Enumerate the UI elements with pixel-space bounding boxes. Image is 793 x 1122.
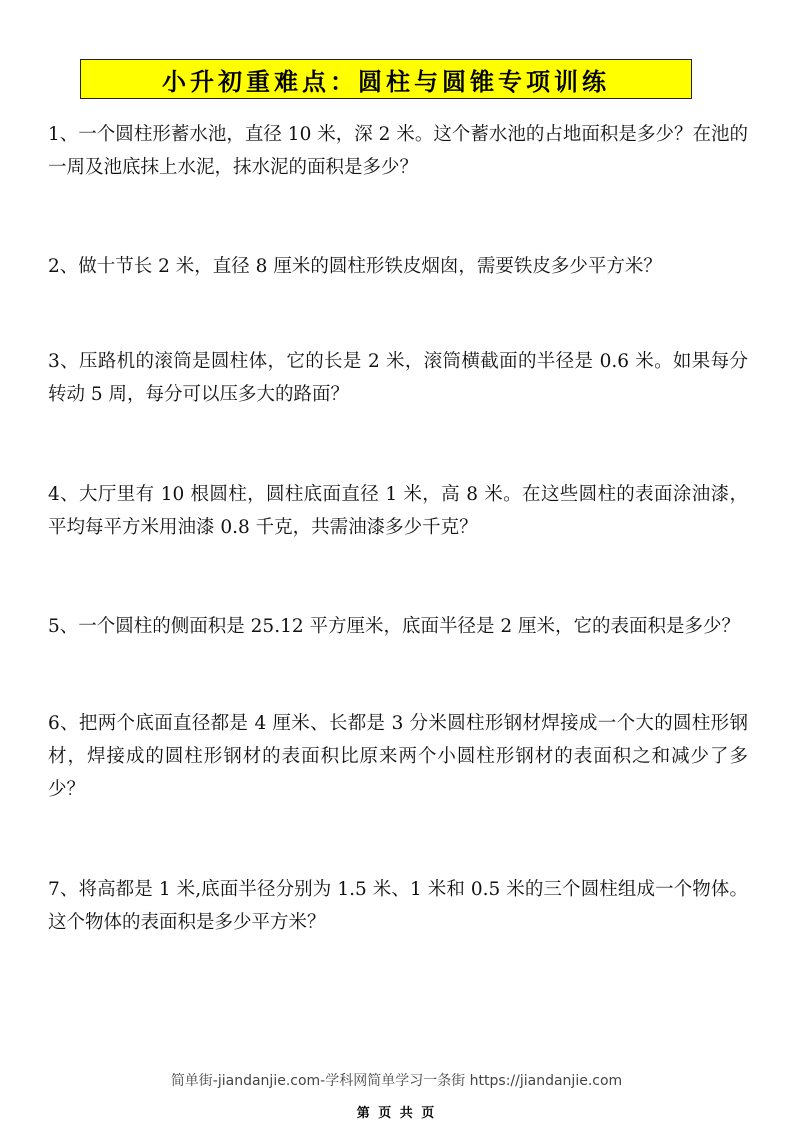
page-title: 小升初重难点：圆柱与圆锥专项训练 <box>162 67 610 96</box>
question-7: 7、将高都是 1 米,底面半径分别为 1.5 米、1 米和 0.5 米的三个圆柱组成一个物体。这个物体的表面积是多少平方米？ <box>48 879 748 933</box>
question-5: 5、一个圆柱的侧面积是 25.12 平方厘米，底面半径是 2 厘米，它的表面积是多少？ <box>48 616 741 637</box>
question-3: 3、压路机的滚筒是圆柱体，它的长是 2 米，滚筒横截面的半径是 0.6 米。如果每分转动 5 周，每分可以压多大的路面？ <box>48 351 748 405</box>
question-6: 6、把两个底面直径都是 4 厘米、长都是 3 分米圆柱形钢材焊接成一个大的圆柱形钢材，焊接成的圆柱形钢材的表面积比原来两个小圆柱形钢材的表面积之和减少了多少？ <box>48 713 748 800</box>
question-4: 4、大厅里有 10 根圆柱，圆柱底面直径 1 米，高 8 米。在这些圆柱的表面涂油漆，平均每平方米用油漆 0.8 千克，共需油漆多少千克？ <box>48 484 748 538</box>
footer-site-link[interactable]: 简单街-jiandanjie.com-学科网简单学习一条街 https://jiandanjie.com <box>170 1073 623 1089</box>
question-1: 1、一个圆柱形蓄水池，直径 10 米，深 2 米。这个蓄水池的占地面积是多少？在池的一周及池底抹上水泥，抹水泥的面积是多少？ <box>48 124 748 178</box>
footer-page-number: 第 页 共 页 <box>356 1106 437 1121</box>
question-2: 2、做十节长 2 米，直径 8 厘米的圆柱形铁皮烟囱，需要铁皮多少平方米？ <box>48 256 662 277</box>
title-banner <box>80 59 692 99</box>
